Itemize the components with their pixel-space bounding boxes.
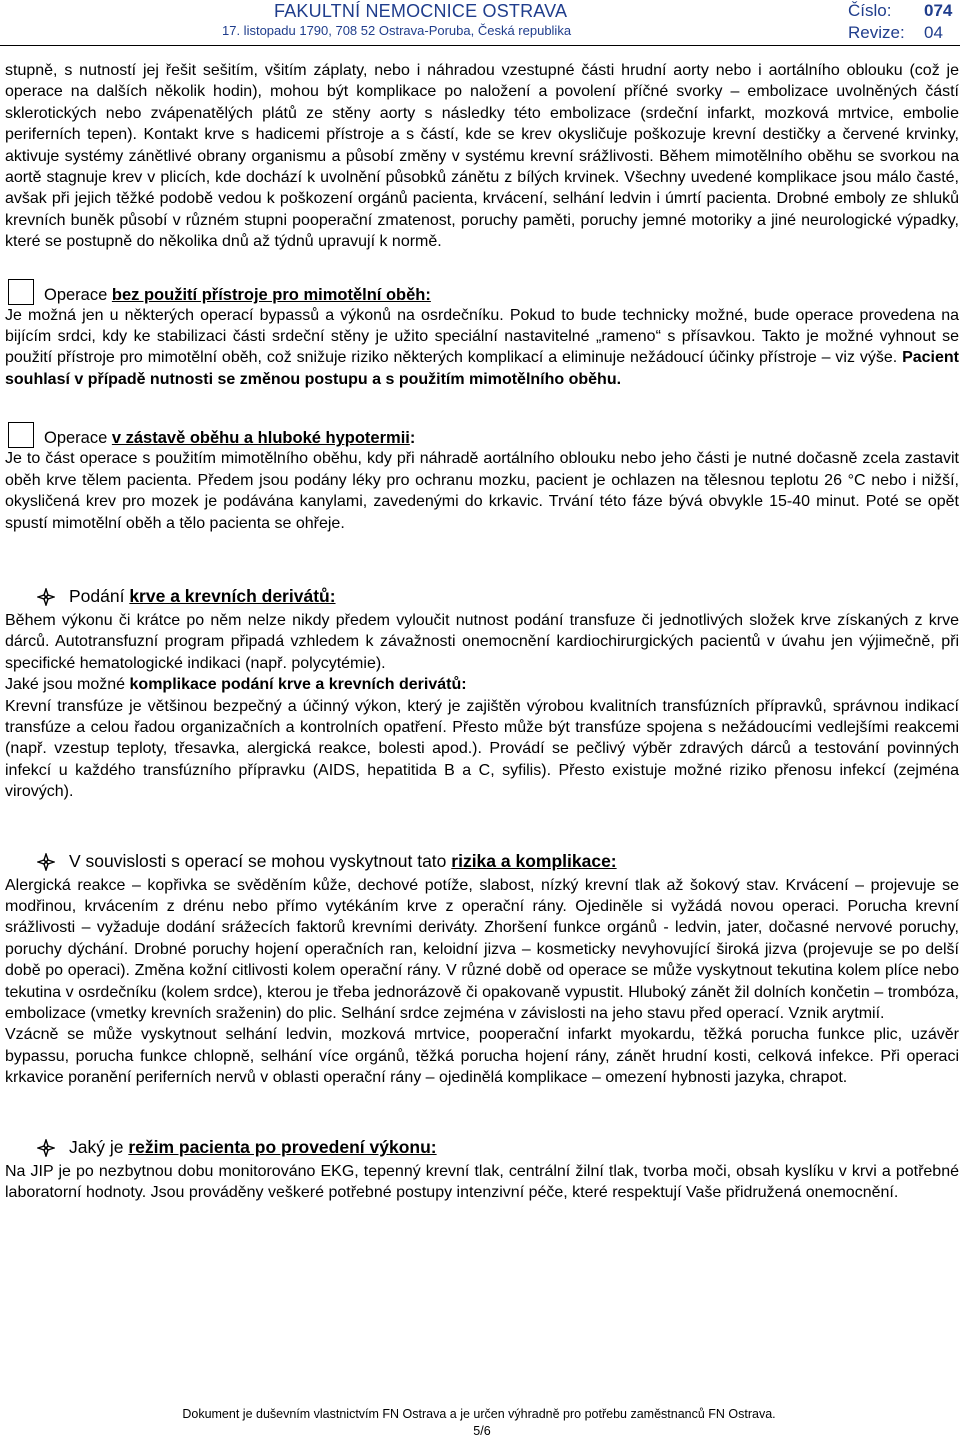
document-body — [5, 60, 959, 1203]
intro-paragraph: stupně, s nutností jej řešit sešitím, všitím záplaty, nebo i náhradou vzestupné části hrudní aorty nebo i aortálního oblouku (což je operace na dalších několik hodin), mohou být komplikace po naložení a povolení příčné svorky – embolizace uvolněných částí sklerotických nebo zvápenatělých plátů ze stěny aorty s následky této embolizace (srdeční infarkt, mozková mrtvice, embolie periferních tepen). Kontakt krve s hadicemi přístroje a s částí, kde se krev okysličuje poškozuje krevní destičky a červené krvinky, aktivuje systémy zánětlivé obrany organismu a působí změny v systému krevní srážlivosti. Během mimotělního oběhu se svorkou na aortě stagnuje krev v plicích, kde dochází k uvolnění působků zánětu z bílých krvinek. Všechny uvedené komplikace jsou málo časté, avšak při jejich těžké podobě vedou k poškození orgánů pacienta, krvácení, selhání ledvin i úmrtí pacienta. Drobné emboly ze shluků krevních buněk působí v různém stupni pooperační zmatenost, poruchy paměti, poruchy jemné motoriky a jiné neurologické výpadky, které se postupně do několika dnů až týdnů upravují k normě. — [5, 62, 959, 251]
hospital-name: FAKULTNÍ NEMOCNICE OSTRAVA — [274, 1, 568, 21]
arrest-body: Je to část operace s použitím mimotělního oběhu, kdy při náhradě aortálního oblouku nebo jeho části je nutné dočasně zcela zastavit oběh krve tělem pacienta. Předem jsou podány léky pro ochranu mozku, pacient je ochlazen na tělesnou teplotu 26 °C nebo i nižší, okysličená krev pro mozek je podávána kanylami, zavedenými do krkavic. Trvání této fáze bývá obvykle 15-40 minut. Poté se opět spustí mimotělní oběh a tělo pacienta se ohřeje. — [5, 450, 959, 532]
footer-notice — [0, 1407, 960, 1421]
arrest-heading-prefix: Operace — [44, 429, 112, 448]
section-arrest — [5, 416, 959, 534]
risks-heading-prefix: V souvislosti s operací se mohou vyskytnout tato — [69, 851, 452, 872]
diamond-bullet-icon — [37, 588, 55, 606]
blood-heading-emph: krve a krevních derivátů: — [129, 586, 336, 607]
diamond-bullet-icon — [37, 853, 55, 871]
document-header — [0, 0, 960, 46]
number-value: 074 — [924, 1, 953, 20]
arrest-checkbox[interactable] — [8, 422, 34, 448]
diamond-bullet-icon — [37, 1139, 55, 1157]
blood-subhead-prefix: Jaké jsou možné — [5, 676, 130, 694]
page-number: 5/6 — [473, 1424, 491, 1438]
offpump-heading-emph: bez použití přístroje pro mimotělní oběh: — [111, 285, 431, 304]
blood-subhead-bold: komplikace podání krve a krevních derivátů: — [129, 676, 467, 694]
document-meta — [848, 0, 952, 44]
section-offpump — [5, 273, 959, 391]
offpump-body-bold: Pacient souhlasí v případě nutnosti se změnou postupu a s použitím mimotělního oběhu. — [5, 349, 959, 388]
risks-heading-emph: rizika a komplikace: — [451, 851, 617, 872]
section-risks — [5, 849, 959, 1089]
number-label: Číslo: — [848, 1, 892, 20]
risks-heading — [37, 849, 959, 875]
section-blood — [5, 584, 959, 803]
offpump-heading-prefix: Operace — [44, 285, 112, 304]
blood-heading-prefix: Podání — [69, 586, 130, 607]
blood-subhead — [5, 674, 959, 695]
regime-body: Na JIP je po nezbytnou dobu monitorováno EKG, tepenný krevní tlak, centrální žilní tlak, tvorba moči, obsah kyslíku v krvi a potřebné laboratorní hodnoty. Jsou prováděny veškeré potřebné postupy intenzivní péče, které respektují Vaše přidružená onemocnění. — [5, 1162, 959, 1202]
risks-body-2: Vzácně se může vyskytnout selhání ledvin, mozková mrtvice, pooperační infarkt myokardu, těžká porucha funkce plic, uzávěr bypassu, porucha funkce chlopně, selhání více orgánů, těžká porucha hojení rány, zánět hrudní kosti, celková infekce. Při operaci krkavice poranění periferních nervů v oblasti operační rány – ojedinělá komplikace – omezení hybnosti jazyka, chrapot. — [5, 1026, 959, 1087]
revision-label: Revize: — [848, 23, 905, 42]
blood-body-1: Během výkonu či krátce po něm nelze nikdy předem vyloučit nutnost podání transfuze či jednotlivých složek krve získaných z krve dárců. Autotransfuzní program připadá vzhledem k závažnosti onemocnění kardiochirurgických pacientů v úvahu jen výjimečně, při specifické hematologické indikaci (např. polycytémie). — [5, 611, 959, 672]
regime-heading — [37, 1135, 959, 1161]
section-regime — [5, 1135, 959, 1204]
hospital-address: 17. listopadu 1790, 708 52 Ostrava-Poruba, Česká republika — [222, 23, 572, 38]
arrest-heading-suffix: : — [409, 429, 416, 448]
offpump-body — [5, 305, 959, 391]
regime-heading-prefix: Jaký je — [69, 1137, 129, 1158]
arrest-heading-emph: v zástavě oběhu a hluboké hypotermii — [111, 429, 410, 448]
risks-body-1: Alergická reakce – kopřivka se svěděním kůže, dechové potíže, slabost, nízký krevní tlak až šokový stav. Krvácení – projevuje se modřinou, krvácením z drénu nebo přímo vytékáním krve z operační rány. Ojediněle si vyžádá novou operaci. Porucha krevní srážlivosti – vyžaduje dodání srážecích faktorů krevními deriváty. Zhoršení funkce orgánů - ledvin, jater, dočasné nervové poruchy, poruchy dýchání. Drobné poruchy hojení operačních ran, keloidní jizva – kosmeticky nevyhovující široká jizva (projevuje se po delší době po operaci). Změna kožní citlivosti kolem operační rány. V různé době od operace se může vyskytnout tekutina kolem plíce nebo tekutina v osrdečníku (kolem srdce), kterou je třeba jednorázově či opakovaně vypustit. Hluboký zánět žil dolních končetin – trombóza, embolizace (vmetky krevních sraženin) do plic. Selhání srdce zejména v závislosti na jeho stavu před operací. Vznik arytmií. — [5, 876, 959, 1022]
header-divider — [0, 45, 960, 46]
regime-heading-emph: režim pacienta po provedení výkonu: — [128, 1137, 437, 1158]
revision-value: 04 — [924, 23, 943, 42]
offpump-heading — [5, 273, 959, 305]
blood-body-2: Krevní transfúze je většinou bezpečný a účinný výkon, který je zajištěn výrobou kvalitních transfúzních přípravků, správnou indikací transfúze a celou řadou organizačních a kontrolních opatření. Přesto může být transfúze spojena s nežádoucími vedlejšími reakcemi (např. vzestup teploty, třesavka, alergická reakce, bolesti apod.). Provádí se pečlivý výběr zdravých dárců a testování povinných infekcí u každého transfúzního přípravku (AIDS, hepatitida B a C, syfilis). Přesto existuje možné riziko přenosu infekcí (zejména virových). — [5, 697, 959, 801]
offpump-checkbox[interactable] — [8, 279, 34, 305]
footer-notice-text: Dokument je duševním vlastnictvím FN Ostrava a je určen výhradně pro potřebu zaměstnanců FN Ostrava. — [182, 1407, 776, 1421]
arrest-heading — [5, 416, 959, 448]
blood-heading — [37, 584, 959, 610]
offpump-body-text: Je možná jen u některých operací bypassů a výkonů na osrdečníku. Pokud to bude technicky možné, bude operace provedena na bijícím srdci, kdy ke stabilizaci části srdeční stěny je užito speciální nastavitelné „rameno“ s přísavkou. Takto je možné vyhnout se použití přístroje pro mimotělní oběh, což snižuje riziko některých komplikací a eliminuje nežádoucí účinky přístroje – viz výše. — [5, 306, 959, 367]
